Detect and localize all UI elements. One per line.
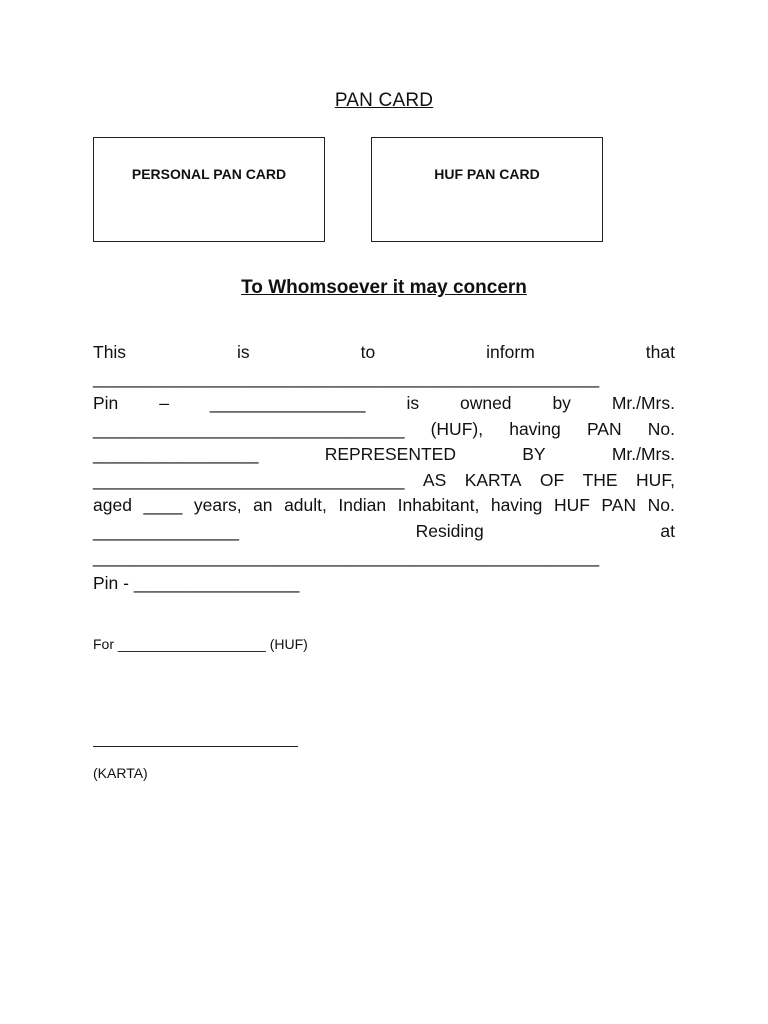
blank-pin: ________________ <box>209 393 366 413</box>
word: This <box>93 342 127 362</box>
body-line-2: ____________________________________________________ <box>93 368 600 388</box>
body-line-10: Pin - _________________ <box>93 573 300 593</box>
personal-pan-card-box <box>93 137 325 242</box>
page-title: PAN CARD <box>334 90 434 111</box>
word: inform <box>486 342 535 362</box>
karta-label: (KARTA) <box>93 765 148 781</box>
blank-karta-name: ________________________________ <box>93 470 405 490</box>
word: (HUF), <box>430 419 484 439</box>
word: owned <box>459 393 512 413</box>
body-line-1 <box>93 341 675 363</box>
word: HUF <box>553 495 590 515</box>
blank-huf-name: ________________________________ <box>93 419 405 439</box>
word: No. <box>647 495 675 515</box>
personal-pan-card-label: PERSONAL PAN CARD <box>131 166 287 182</box>
body-line-8 <box>93 520 675 542</box>
for-huf-line: For ___________________ (HUF) <box>93 636 308 652</box>
word: adult, <box>284 495 327 515</box>
huf-pan-card-box <box>371 137 603 242</box>
word: – <box>159 393 169 413</box>
word: that <box>645 342 675 362</box>
body-line-9: ____________________________________________________ <box>93 547 600 567</box>
word: Residing <box>415 521 484 541</box>
word: aged <box>93 495 132 515</box>
word: having <box>509 419 561 439</box>
blank-age: ____ <box>143 495 183 515</box>
word: having <box>490 495 543 515</box>
word: at <box>660 521 675 541</box>
word: Mr./Mrs. <box>611 393 675 413</box>
body-line-6 <box>93 469 675 491</box>
body-line-7 <box>93 494 675 516</box>
word: No. <box>647 419 675 439</box>
word: PAN <box>601 495 637 515</box>
word: years, <box>193 495 242 515</box>
body-line-5 <box>93 443 675 465</box>
word: BY <box>522 444 546 464</box>
word: is <box>237 342 250 362</box>
word: THE <box>582 470 618 490</box>
body-line-3 <box>93 392 675 414</box>
word: KARTA <box>464 470 522 490</box>
word: Mr./Mrs. <box>611 444 675 464</box>
word: PAN <box>586 419 622 439</box>
signature-line <box>93 746 298 747</box>
word: HUF, <box>636 470 675 490</box>
word: to <box>360 342 376 362</box>
letter-heading: To Whomsoever it may concern <box>241 277 527 298</box>
word: Inhabitant, <box>397 495 480 515</box>
huf-pan-card-label: HUF PAN CARD <box>434 166 540 182</box>
word: Pin <box>93 393 119 413</box>
body-line-4 <box>93 418 675 440</box>
word: by <box>552 393 571 413</box>
word: AS <box>422 470 447 490</box>
word: Indian <box>338 495 387 515</box>
blank-huf-pan: _______________ <box>93 521 239 541</box>
word: OF <box>539 470 565 490</box>
word: is <box>406 393 420 413</box>
word: REPRESENTED <box>324 444 456 464</box>
word: an <box>253 495 273 515</box>
blank-pan-number: _________________ <box>93 444 259 464</box>
